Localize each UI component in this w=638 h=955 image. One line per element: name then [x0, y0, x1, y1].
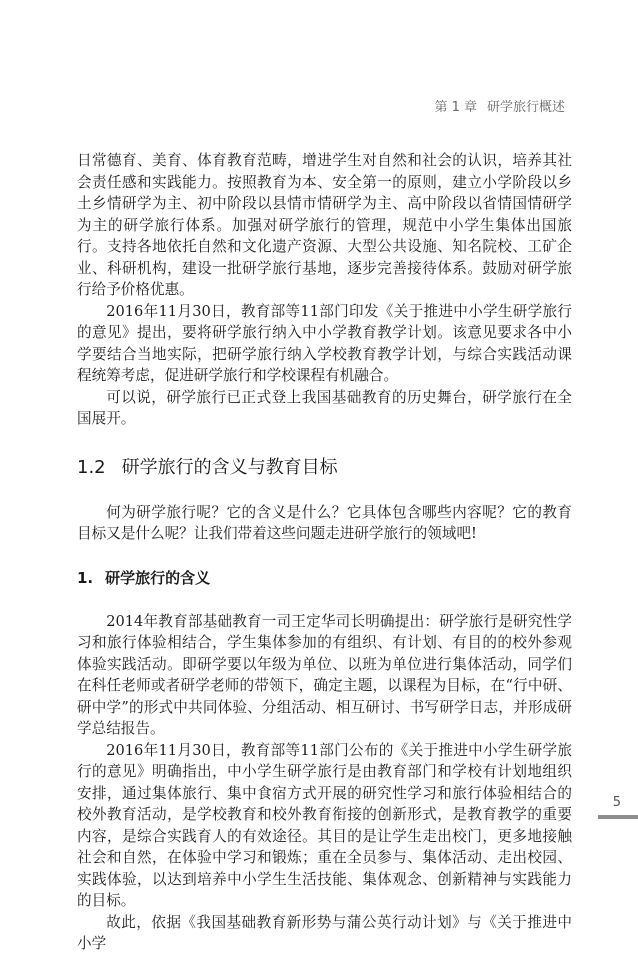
section-title: 研学旅行的含义与教育目标 [121, 456, 338, 478]
page-number: 5 [612, 795, 621, 810]
section-heading [77, 456, 572, 480]
paragraph-intro-3: 可以说，研学旅行已正式登上我国基础教育的历史舞台，研学旅行在全国展开。 [77, 388, 572, 427]
subsection-number: 1. [77, 568, 94, 587]
running-header [434, 96, 565, 115]
chapter-label: 第 1 章 [434, 100, 477, 115]
page-body [77, 150, 572, 955]
paragraph-definition-3: 故此，依据《我国基础教育新形势与蒲公英行动计划》与《关于推进中小学 [77, 913, 572, 952]
subsection-heading [77, 567, 572, 589]
paragraph-definition-2: 2016年11月30日，教育部等11部门公布的《关于推进中小学生研学旅行的意见》明确指出，中小学生研学旅行是由教育部门和学校有计划地组织安排，通过集体旅行、集中食宿方式开展的研究性学习和旅行体验相结合的校外教育活动，是学校教育和校外教育衔接的创新形式，是教育教学的重要内容，是综合实践育人的有效途径。其目的是让学生走出校门，更多地接触社会和自然，在体验中学习和锻炼；重在全员参与、集体活动、走出校园、实践体验，以达到培养中小学生生活技能、集体观念、创新精神与实践能力的目标。 [77, 741, 572, 909]
section-intro-paragraph: 何为研学旅行呢？它的含义是什么？它具体包含哪些内容呢？它的教育目标又是什么呢？让我们带着这些问题走进研学旅行的领域吧! [77, 503, 572, 542]
page-number-rule [598, 815, 638, 819]
chapter-title: 研学旅行概述 [486, 100, 565, 115]
subsection-title: 研学旅行的含义 [105, 568, 211, 587]
paragraph-intro-1: 日常德育、美育、体育教育范畴，增进学生对自然和社会的认识，培养其社会责任感和实践能力。按照教育为本、安全第一的原则，建立小学阶段以乡土乡情研学为主、初中阶段以县情市情研学为主、高中阶段以省情国情研学为主的研学旅行体系。加强对研学旅行的管理，规范中小学生集体出国旅行。支持各地依托自然和文化遗产资源、大型公共设施、知名院校、工矿企业、科研机构，建设一批研学旅行基地，逐步完善接待体系。鼓励对研学旅行给予价格优惠。 [77, 152, 572, 298]
section-number: 1.2 [77, 456, 106, 478]
paragraph-definition-1: 2014年教育部基础教育一司王定华司长明确提出：研学旅行是研究性学习和旅行体验相结合，学生集体参加的有组织、有计划、有目的的校外参观体验实践活动。即研学要以年级为单位、以班为单位进行集体活动，同学们在科任老师或者研学老师的带领下，确定主题，以课程为目标，在“行中研、研中学”的形式中共同体验、分组活动、相互研讨、书写研学日志，并形成研学总结报告。 [77, 612, 572, 737]
paragraph-intro-2: 2016年11月30日，教育部等11部门印发《关于推进中小学生研学旅行的意见》提出，要将研学旅行纳入中小学教育教学计划。该意见要求各中小学要结合当地实际，把研学旅行纳入学校教育教学计划，与综合实践活动课程统筹考虑，促进研学旅行和学校课程有机融合。 [77, 302, 572, 384]
